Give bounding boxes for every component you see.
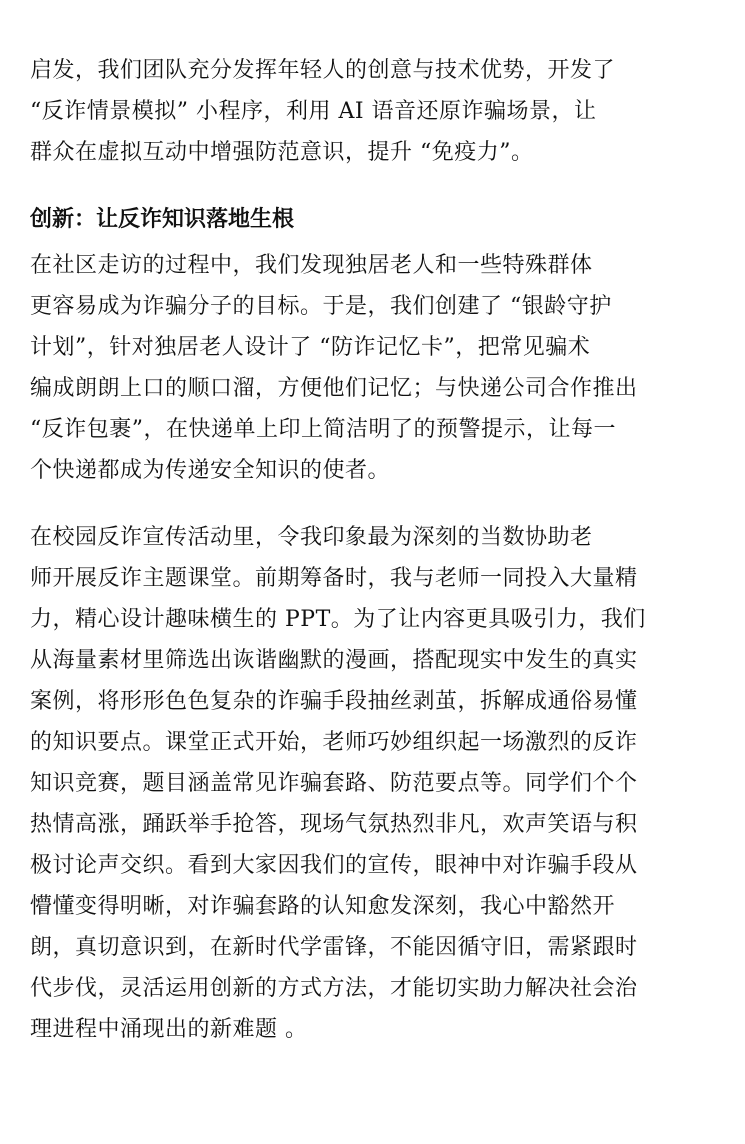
text-line: 更容易成为诈骗分子的目标。于是，我们创建了 “银龄守护 (30, 294, 612, 319)
text-line: 从海量素材里筛选出诙谐幽默的漫画，搭配现实中发生的真实 (30, 648, 638, 673)
text-line: 群众在虚拟互动中增强防范意识，提升 “免疫力”。 (30, 140, 534, 165)
text-line: 朗，真切意识到，在新时代学雷锋，不能因循守旧，需紧跟时 (30, 935, 638, 960)
text-line: 理进程中涌现出的新难题 。 (30, 1017, 308, 1042)
text-line: 个快递都成为传递安全知识的使者。 (30, 458, 391, 483)
text-line: 启发，我们团队充分发挥年轻人的创意与技术优势，开发了 (30, 58, 616, 83)
text-line: “反诈情景模拟” 小程序，利用 AI 语音还原诈骗场景，让 (30, 99, 597, 124)
paragraph-spacer (30, 491, 715, 517)
text-line: 懵懂变得明晰，对诈骗套路的认知愈发深刻，我心中豁然开 (30, 894, 616, 919)
text-line: 案例，将形形色色复杂的诈骗手段抽丝剥茧，拆解成通俗易懂 (30, 689, 638, 714)
text-line: 代步伐，灵活运用创新的方式方法，才能切实助力解决社会治 (30, 976, 638, 1001)
text-line: 极讨论声交织。看到大家因我们的宣传，眼神中对诈骗手段从 (30, 853, 638, 878)
text-line: 的知识要点。课堂正式开始，老师巧妙组织起一场激烈的反诈 (30, 730, 638, 755)
text-line: “反诈包裹”，在快递单上印上简洁明了的预警提示，让每一 (30, 417, 616, 442)
text-line: 师开展反诈主题课堂。前期筹备时，我与老师一同投入大量精 (30, 566, 638, 591)
text-line: 在社区走访的过程中，我们发现独居老人和一些特殊群体 (30, 253, 593, 278)
text-line: 计划”，针对独居老人设计了 “防诈记忆卡”，把常见骗术 (30, 335, 591, 360)
text-line: 知识竞赛，题目涵盖常见诈骗套路、防范要点等。同学们个个 (30, 771, 638, 796)
section-heading: 创新：让反诈知识落地生根 (30, 207, 295, 232)
text-line: 编成朗朗上口的顺口溜，方便他们记忆；与快递公司合作推出 (30, 376, 638, 401)
text-line: 在校园反诈宣传活动里，令我印象最为深刻的当数协助老 (30, 525, 593, 550)
paragraph-campus (30, 517, 715, 1050)
document-page (30, 50, 715, 1050)
text-line: 力，精心设计趣味横生的 PPT。为了让内容更具吸引力，我们 (30, 607, 646, 632)
paragraph-spacer (30, 173, 715, 199)
intro-paragraph (30, 50, 715, 173)
paragraph-community (30, 245, 715, 491)
text-line: 热情高涨，踊跃举手抢答，现场气氛热烈非凡，欢声笑语与积 (30, 812, 638, 837)
